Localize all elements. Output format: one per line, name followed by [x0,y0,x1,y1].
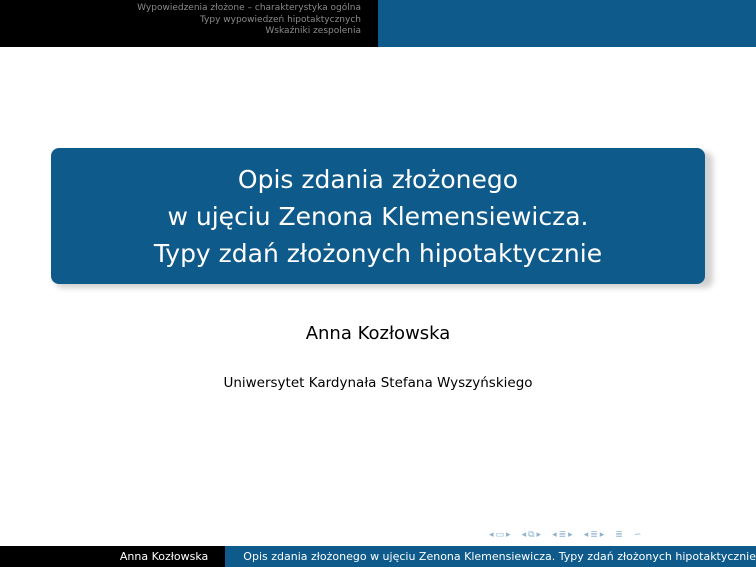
section-nav-icon[interactable]: ≣ [558,530,567,540]
footer-author: Anna Kozłowska [0,546,225,567]
document-nav-icon[interactable]: ≣ [590,530,598,540]
nav-section-1[interactable]: Wypowiedzenia złożone – charakterystyka ogólna [137,3,361,13]
search-icon[interactable]: ∽ [633,530,642,540]
title-line-3: Typy zdań złożonych hipotaktycznie [153,239,603,268]
title-box [51,148,705,284]
footer-bar [0,546,756,567]
subsection-nav-icon[interactable]: ⧉ [528,530,535,540]
header-navigation-bar [0,0,756,47]
nav-section-3[interactable]: Wskaźniki zespolenia [265,26,361,36]
document-next-icon[interactable]: ▸ [599,530,605,540]
author-name: Anna Kozłowska [305,323,451,344]
section-prev-icon[interactable]: ◂ [552,530,557,540]
document-prev-icon[interactable]: ◂ [583,530,589,540]
title-line-2: w ujęciu Zenona Klemensiewicza. [167,202,589,231]
section-next-icon[interactable]: ▸ [568,530,573,540]
footer-title: Opis zdania złożonego w ujęciu Zenona Klemensiewicza. Typy zdań złożonych hipotaktycznie [225,546,756,567]
frame-nav-icon[interactable]: ▭ [495,530,505,540]
frame-prev-icon[interactable]: ◂ [489,530,494,540]
header-right-panel [378,0,756,47]
appendix-icon[interactable]: ≣ [615,530,623,540]
title-line-1: Opis zdania złożonego [237,165,519,194]
nav-section-2[interactable]: Typy wypowiedzeń hipotaktycznych [199,14,361,25]
frame-next-icon[interactable]: ▸ [506,530,511,540]
institute-name: Uniwersytet Kardynała Stefana Wyszyńskiego [223,375,533,391]
subsection-prev-icon[interactable]: ◂ [521,530,527,540]
subsection-next-icon[interactable]: ▸ [536,530,542,540]
navigation-symbols [488,528,642,542]
section-navigation [0,0,378,47]
